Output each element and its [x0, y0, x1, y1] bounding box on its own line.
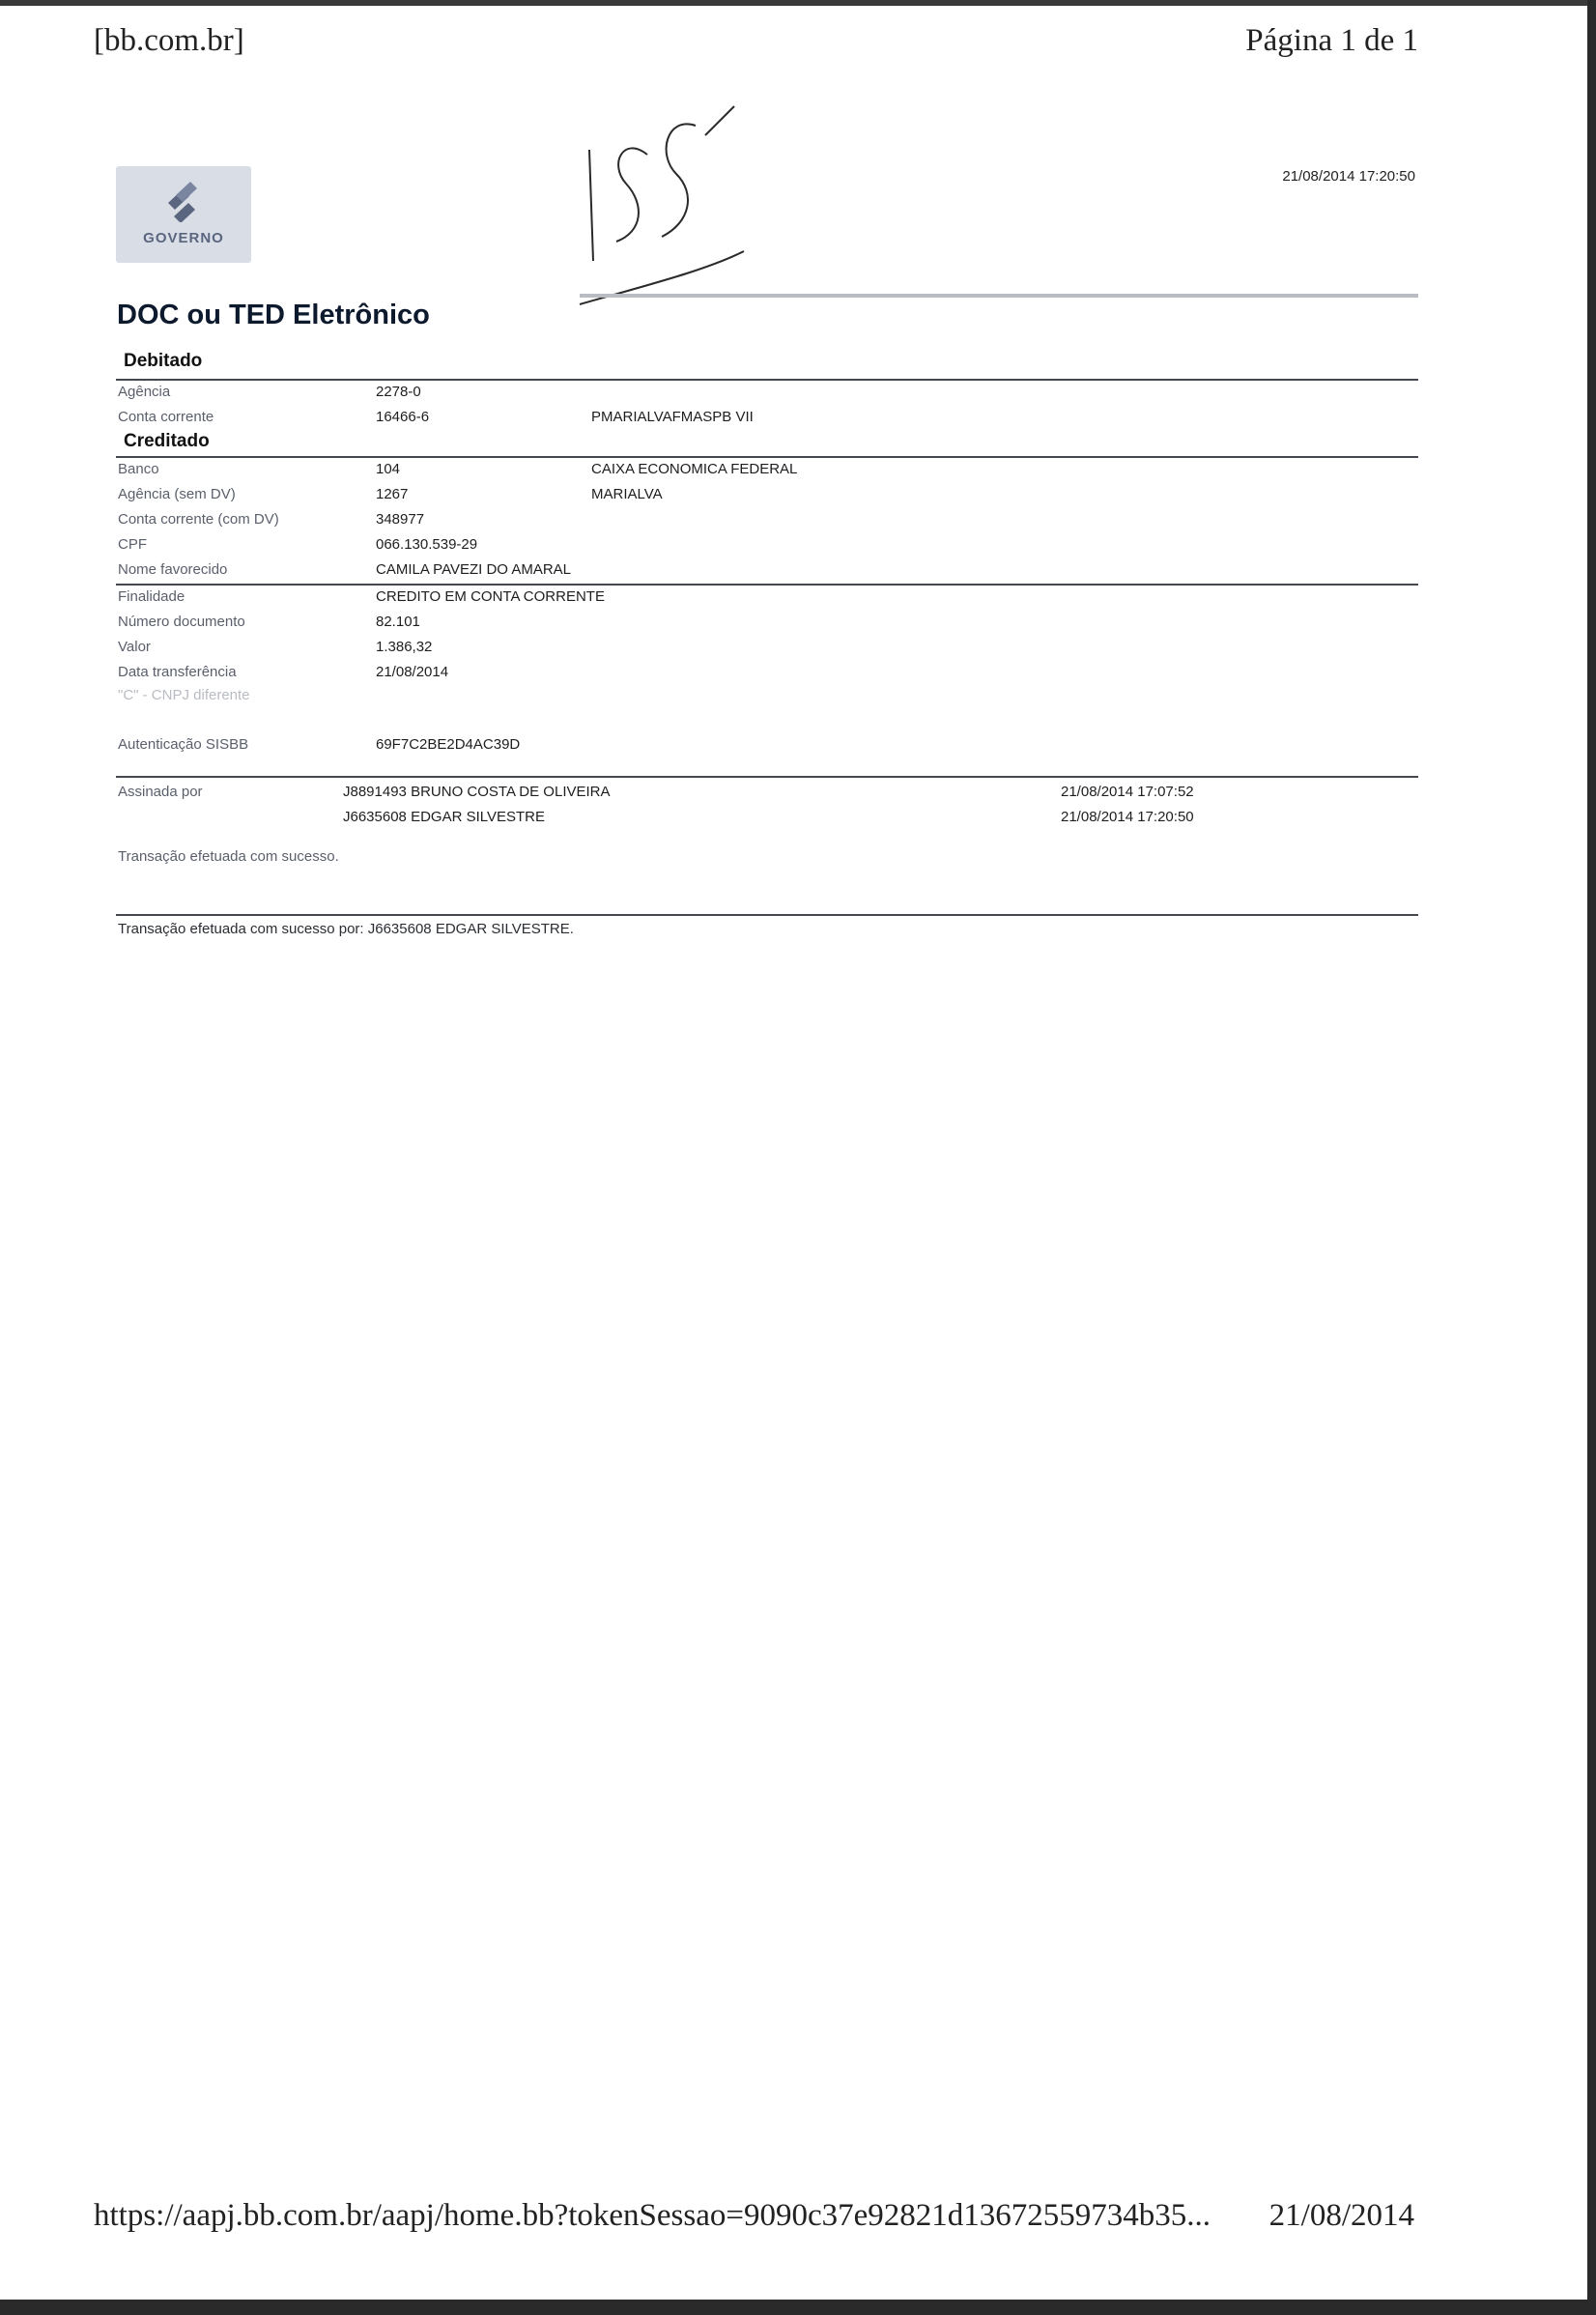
status-by-message: Transação efetuada com sucesso por: J6635608 EDGAR SILVESTRE. [118, 921, 574, 937]
label-conta-corrente: Conta corrente [118, 409, 214, 425]
value-autenticacao: 69F7C2BE2D4AC39D [376, 736, 521, 753]
section-heading-debitado: Debitado [124, 351, 203, 371]
report-timestamp: 21/08/2014 17:20:50 [1282, 168, 1415, 185]
label-agencia: Agência [118, 384, 171, 400]
scan-edge-bottom [0, 2300, 1596, 2315]
value-finalidade: CREDITO EM CONTA CORRENTE [376, 588, 605, 605]
section-rule [116, 776, 1418, 778]
section-rule [116, 379, 1418, 381]
footer-url: https://aapj.bb.com.br/aapj/home.bb?tokenSessao=9090c37e92821d13672559734b35... [94, 2198, 1211, 2233]
section-rule [116, 456, 1418, 458]
label-valor: Valor [118, 639, 151, 655]
signer-time: 21/08/2014 17:20:50 [1061, 809, 1194, 825]
bank-logo-icon [160, 174, 205, 222]
label-data-transferencia: Data transferência [118, 664, 237, 680]
value-numero-documento: 82.101 [376, 614, 420, 630]
value-agencia: 2278-0 [376, 384, 421, 400]
label-nome-favorecido: Nome favorecido [118, 561, 228, 578]
label-assinada-por: Assinada por [118, 784, 203, 800]
value-valor: 1.386,32 [376, 639, 433, 655]
header-page-number: Página 1 de 1 [1245, 23, 1418, 58]
footer-date: 21/08/2014 [1268, 2198, 1414, 2233]
value-conta-corrente: 16466-6 [376, 409, 430, 425]
label-finalidade: Finalidade [118, 588, 185, 605]
value-conta-com-dv: 348977 [376, 511, 425, 528]
scan-edge-top [0, 0, 1596, 6]
logo-text: GOVERNO [143, 230, 224, 246]
value-nome-favorecido: CAMILA PAVEZI DO AMARAL [376, 561, 572, 578]
header-site: [bb.com.br] [94, 23, 244, 58]
value-banco-nome: CAIXA ECONOMICA FEDERAL [591, 461, 798, 477]
status-message: Transação efetuada com sucesso. [118, 848, 339, 865]
scan-edge-right [1587, 0, 1596, 2315]
label-banco: Banco [118, 461, 159, 477]
value-titular: PMARIALVAFMASPB VII [591, 409, 754, 425]
signer-time: 21/08/2014 17:07:52 [1061, 784, 1194, 800]
value-cpf: 066.130.539-29 [376, 536, 478, 553]
signer-name: J6635608 EDGAR SILVESTRE [343, 809, 545, 825]
handwritten-annotation [570, 97, 763, 319]
section-rule [116, 584, 1418, 586]
label-agencia-sem-dv: Agência (sem DV) [118, 486, 236, 502]
label-autenticacao: Autenticação SISBB [118, 736, 249, 753]
label-conta-com-dv: Conta corrente (com DV) [118, 511, 279, 528]
label-numero-documento: Número documento [118, 614, 245, 630]
label-cpf: CPF [118, 536, 147, 553]
section-rule [116, 914, 1418, 916]
value-banco: 104 [376, 461, 401, 477]
value-cidade: MARIALVA [591, 486, 663, 502]
bank-logo [116, 166, 251, 263]
value-agencia-sem-dv: 1267 [376, 486, 409, 502]
title-rule [580, 294, 1418, 298]
section-heading-creditado: Creditado [124, 431, 210, 451]
page-title: DOC ou TED Eletrônico [117, 300, 430, 330]
cnpj-note: "C" - CNPJ diferente [118, 687, 250, 703]
signer-name: J8891493 BRUNO COSTA DE OLIVEIRA [343, 784, 611, 800]
value-data-transferencia: 21/08/2014 [376, 664, 449, 680]
